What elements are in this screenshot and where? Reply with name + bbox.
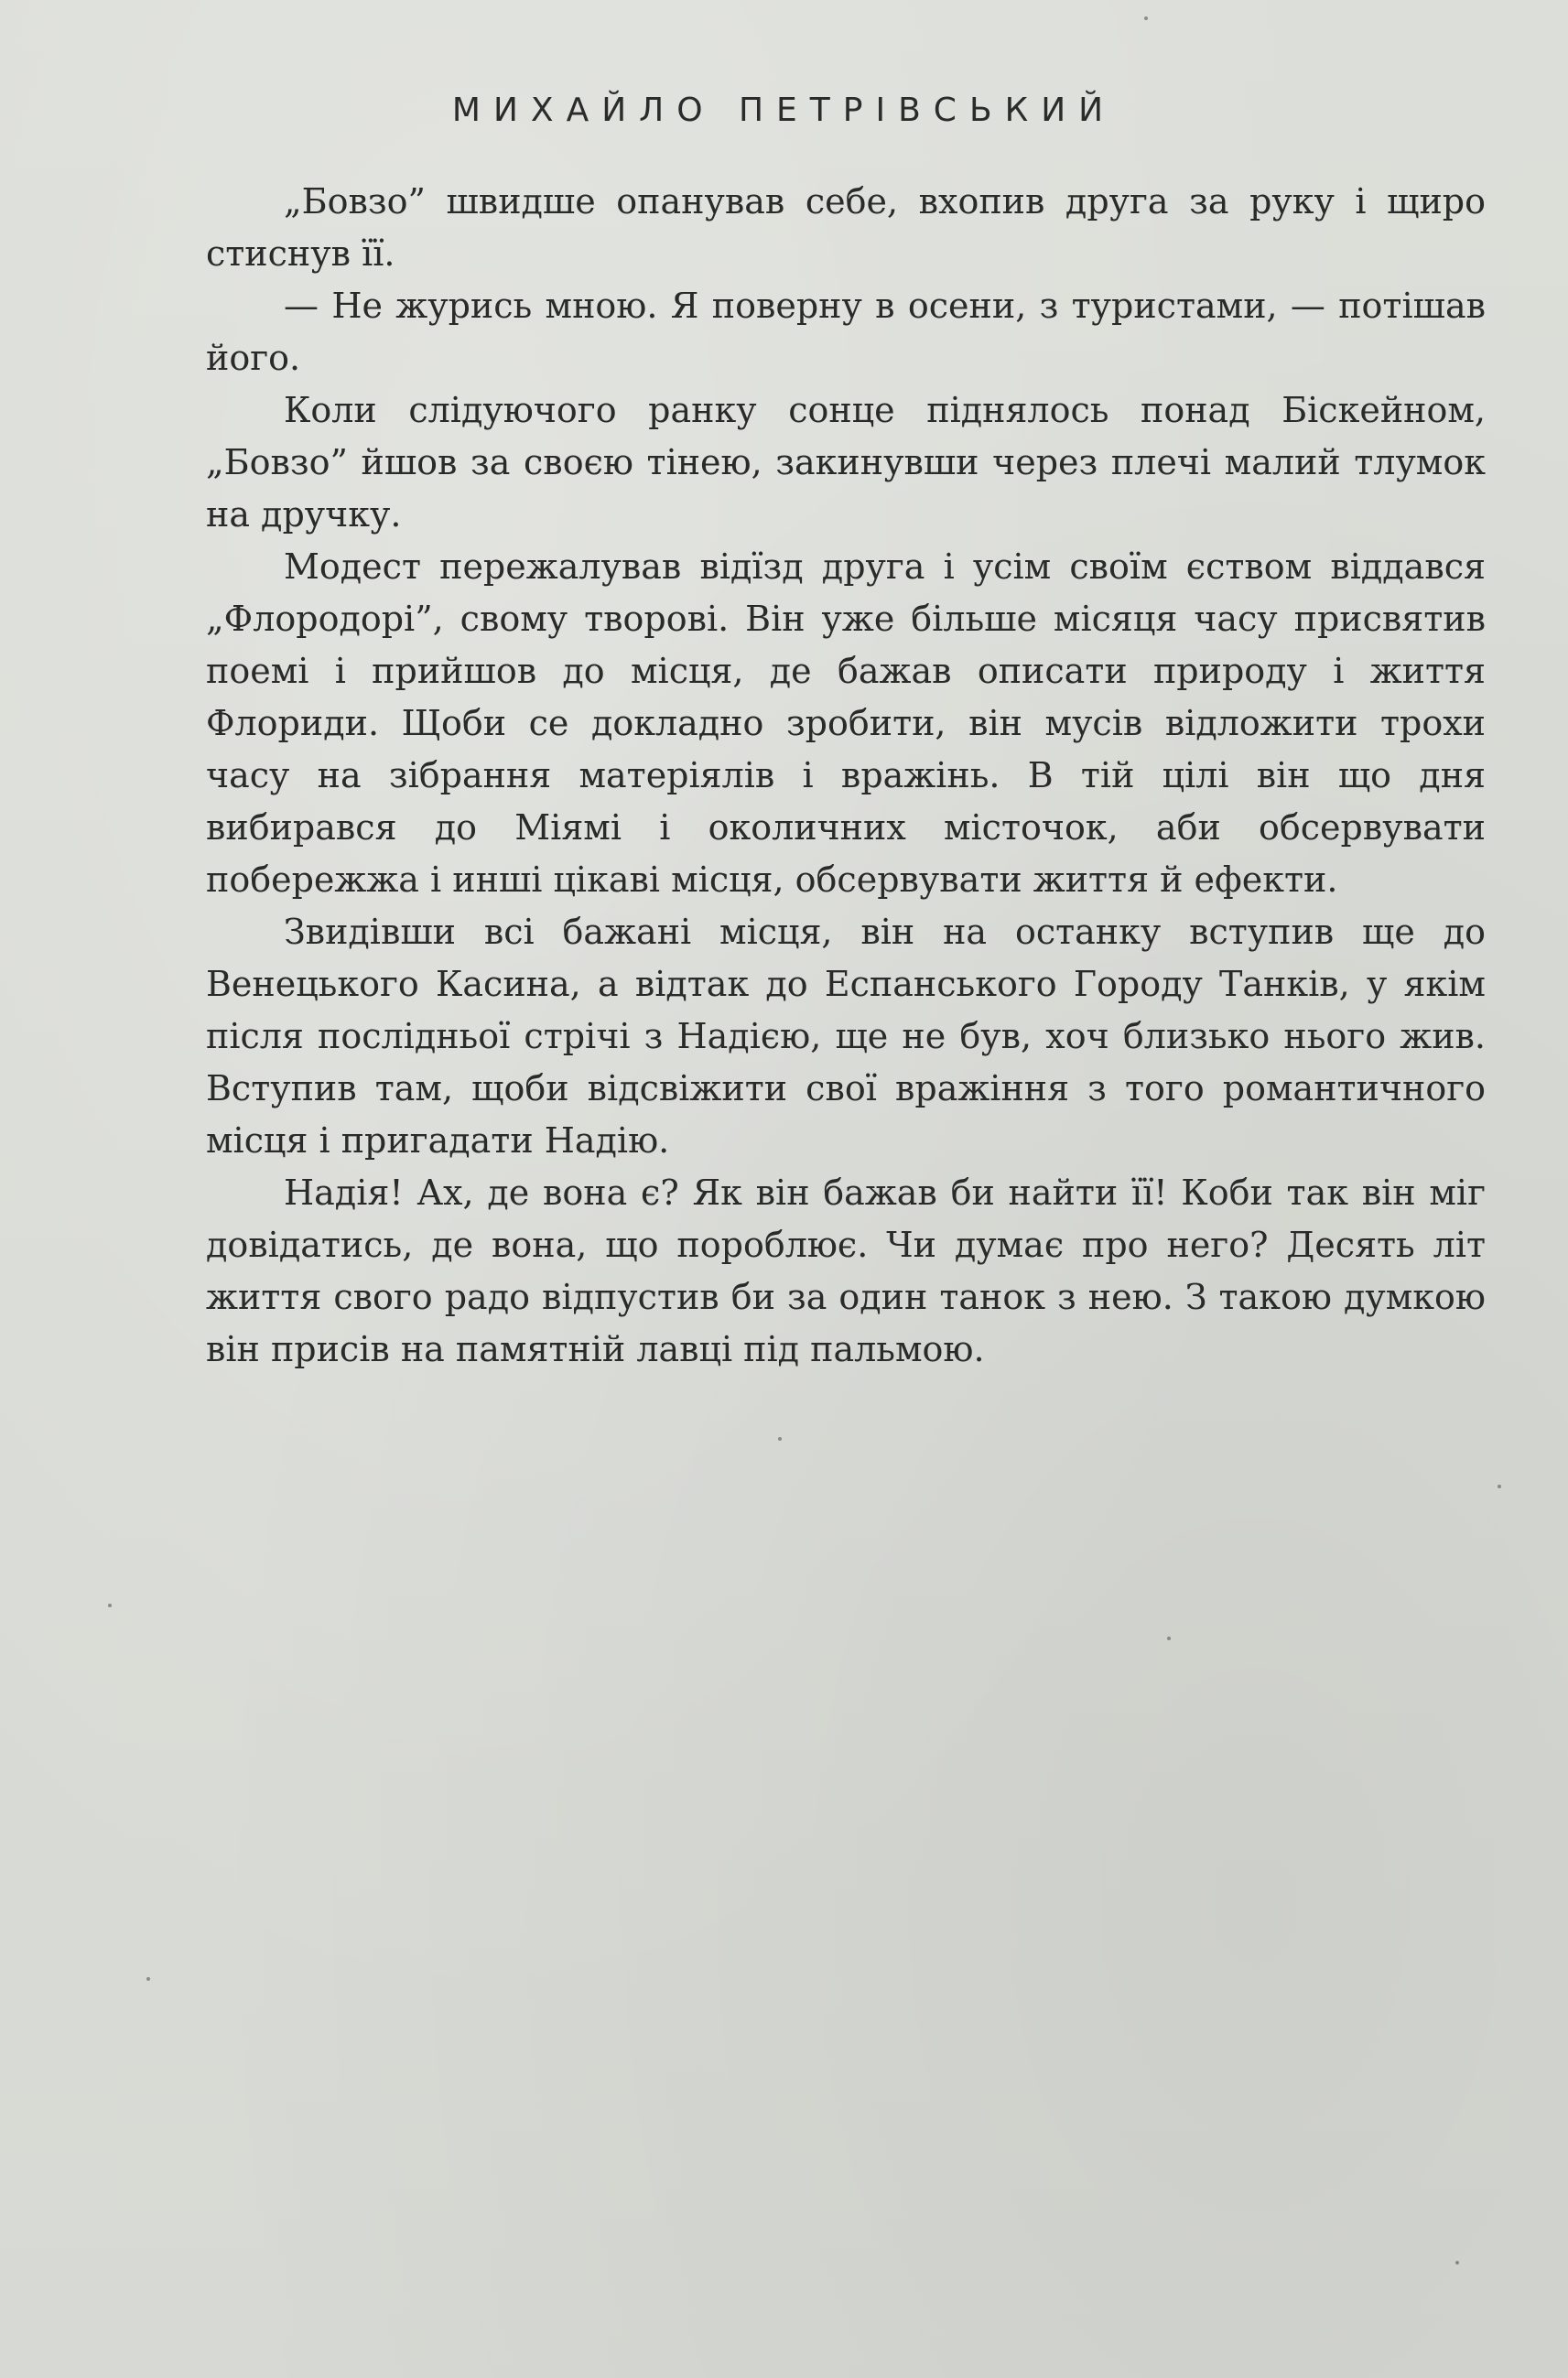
paper-speck: [1144, 16, 1148, 20]
running-header: МИХАЙЛО ПЕТРІВСЬКИЙ: [451, 92, 1117, 129]
paragraph: Звидівши всі бажані місця, він на останку вступив ще до Венецького Касина, а відтак до Еспанського Городу Танків, у якім після послідньої стрічі з Надією, ще не був, хоч близько нього жив. Вступив там, щоби відсвіжити свої вражіння з того романтичного місця і пригадати Надію.: [206, 912, 1486, 1161]
paper-speck: [1167, 1637, 1171, 1640]
paper-speck: [146, 1977, 150, 1981]
paragraph: „Бовзо” швидше опанував себе, вхопив друга за руку і щиро стиснув її.: [206, 181, 1486, 274]
paragraph: — Не журись мною. Я поверну в осени, з туристами, — потішав його.: [206, 286, 1486, 378]
paper-speck: [108, 1604, 112, 1607]
paragraph: Модест пережалував відїзд друга і усім своїм єством віддався „Флородорі”, свому творові. Він уже більше місяця часу присвятив поемі і прийшов до місця, де бажав описати природу і життя Флориди. Щоби се докладно зробити, він мусів відложити трохи часу на зібрання матеріялів і вражінь. В тій цілі він що дня вибирався до Міямі і околичних місточок, аби обсервувати побережжа і инші цікаві місця, обсервувати життя й ефекти.: [206, 546, 1486, 900]
paper-speck: [1498, 1485, 1501, 1488]
page-body: [206, 176, 1486, 1376]
paper-speck: [778, 1437, 782, 1441]
paragraph: Надія! Ах, де вона є? Як він бажав би найти її! Коби так він міг довідатись, де вона, що пороблює. Чи думає про него? Десять літ життя свого радо відпустив би за один танок з нею. З такою думкою він присів на памятній лавці під пальмою.: [206, 1173, 1486, 1369]
paper-speck: [1455, 2261, 1459, 2265]
paragraph: Коли слідуючого ранку сонце піднялось понад Біскейном, „Бовзо” йшов за своєю тінею, закинувши через плечі малий тлумок на дручку.: [206, 390, 1486, 535]
